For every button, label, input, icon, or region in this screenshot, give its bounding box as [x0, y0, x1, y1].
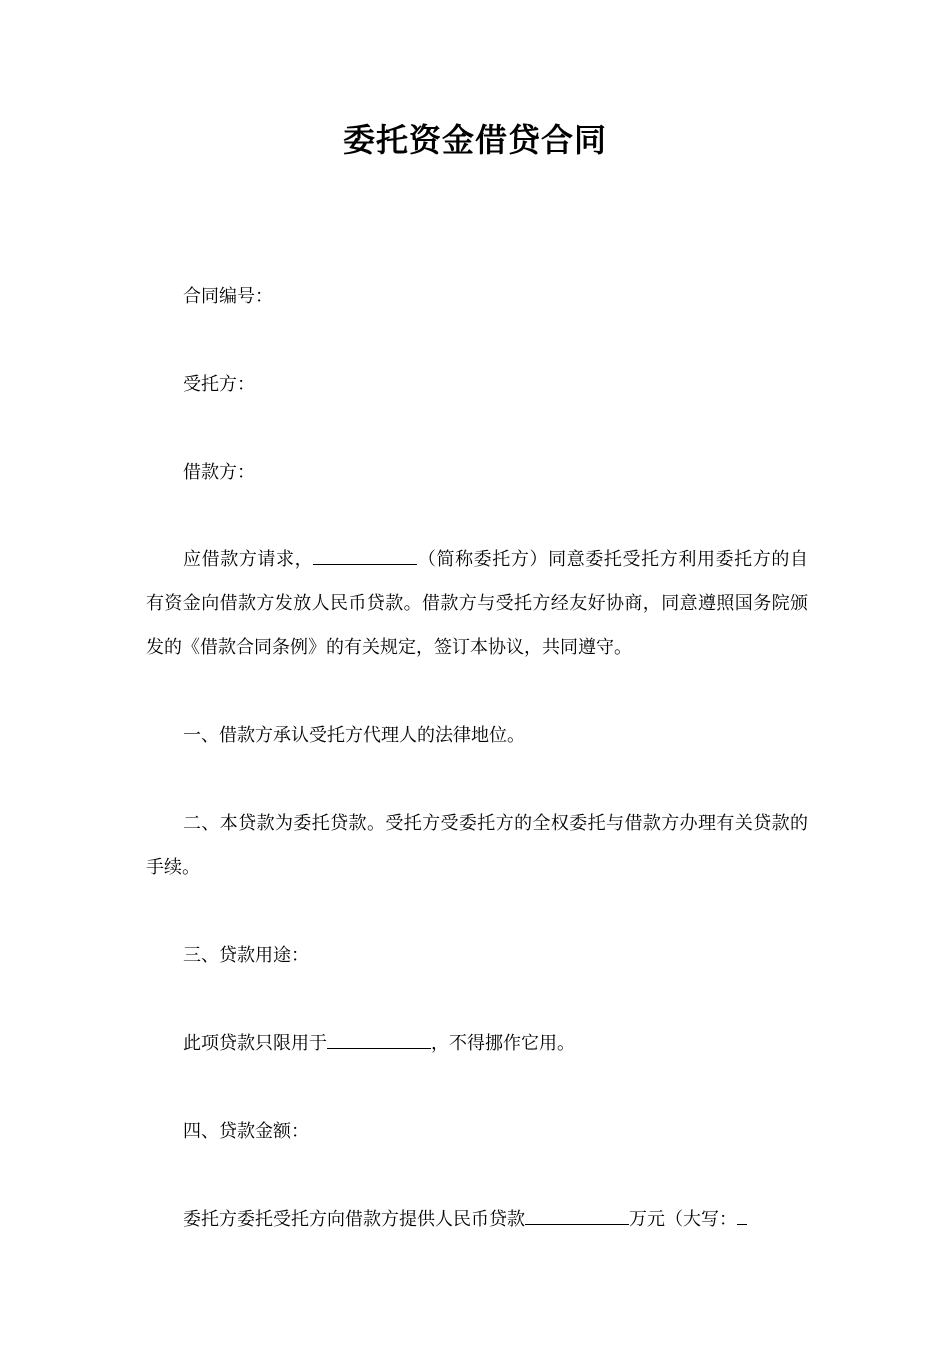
clause-3-heading — [146, 934, 808, 978]
document-title: 委托资金借贷合同 — [342, 121, 607, 159]
clause-4-heading-text: 四、贷款金额： — [183, 1121, 309, 1142]
clause-3-body — [146, 1022, 808, 1066]
intro-text-rest: （简称委托方）同意委托受托方利用委托方的自有资金向借款方发放人民币贷款。借款方与受托方经友好协商，同意遵照国务院颁发的《借款合同条例》的有关规定，签订本协议，共同遵守。 — [146, 549, 808, 658]
clause-4-text-end: 万元（大写： — [629, 1209, 737, 1230]
borrower-label: 借款方： — [183, 462, 255, 483]
clause-1-text: 一、借款方承认受托方代理人的法律地位。 — [183, 725, 525, 746]
contract-number-line — [146, 275, 808, 319]
clause-3-heading-text: 三、贷款用途： — [183, 945, 309, 966]
clause-3-text-end: ，不得挪作它用。 — [431, 1033, 575, 1054]
clause-4-body — [146, 1198, 808, 1242]
trustee-line — [146, 363, 808, 407]
contract-number-label: 合同编号： — [183, 286, 273, 307]
clause-2-text: 二、本贷款为委托贷款。受托方受委托方的全权委托与借款方办理有关贷款的手续。 — [146, 813, 808, 878]
intro-paragraph — [146, 538, 808, 670]
amount-in-words-blank — [737, 1206, 747, 1225]
borrower-line — [146, 451, 808, 495]
lender-name-blank — [313, 546, 417, 565]
clause-1 — [146, 714, 808, 758]
loan-amount-blank — [525, 1206, 629, 1225]
clause-3-text-start: 此项贷款只限用于 — [183, 1033, 327, 1054]
clause-2 — [146, 802, 808, 890]
clause-4-text-start: 委托方委托受托方向借款方提供人民币贷款 — [183, 1209, 525, 1230]
loan-purpose-blank — [327, 1030, 431, 1049]
trustee-label: 受托方： — [183, 374, 255, 395]
clause-4-heading — [146, 1110, 808, 1154]
intro-text-start: 应借款方请求， — [183, 549, 314, 570]
